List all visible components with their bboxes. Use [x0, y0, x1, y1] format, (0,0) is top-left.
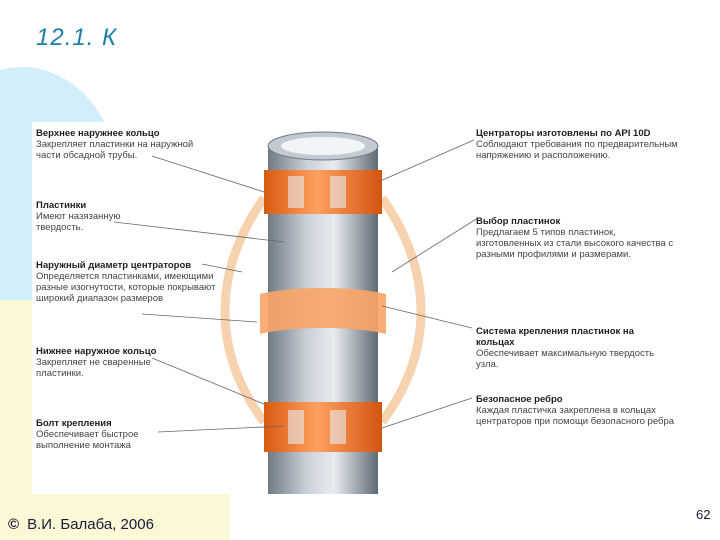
- callout-plates: [36, 200, 156, 233]
- callout-body: Соблюдают требования по предварительным напряжению и расположению.: [476, 139, 678, 161]
- callout-title: Верхнее наружнее кольцо: [36, 128, 160, 139]
- callout-upper-ring: [36, 128, 196, 161]
- page-number: 62: [696, 507, 711, 522]
- callout-plate-choice: [476, 216, 681, 260]
- footer-author: [8, 516, 154, 533]
- callout-safety-rib: [476, 394, 681, 427]
- callout-title: Нижнее наружное кольцо: [36, 346, 157, 357]
- callout-body: Определяется пластинками, имеющими разные изогнутости, которые покрывают широкий диапазон размеров: [36, 271, 216, 304]
- callout-body: Имеют назязанную твердость.: [36, 211, 121, 233]
- callout-body: Обеспечивает быстрое выполнение монтажа: [36, 429, 139, 451]
- callout-fastening-system: [476, 326, 671, 370]
- callout-title: Болт крепления: [36, 418, 112, 429]
- callout-bolt: [36, 418, 186, 451]
- callout-outer-diameter: [36, 260, 216, 304]
- callout-title: Наружный диаметр центраторов: [36, 260, 192, 271]
- copyright-icon: ©: [8, 516, 20, 533]
- callout-title: Выбор пластинок: [476, 216, 561, 227]
- callout-title: Пластинки: [36, 200, 87, 211]
- callout-body: Предлагаем 5 типов пластинок, изготовленных из стали высокого качества с разными профилями и размерами.: [476, 227, 674, 260]
- callout-body: Закрепляет пластинки на наружной части обсадной трубы.: [36, 139, 194, 161]
- callout-body: Обеспечивает максимальную твердость узла.: [476, 348, 655, 370]
- callout-title: Система крепления пластинок на кольцах: [476, 326, 634, 348]
- centralizer-figure: [32, 122, 684, 494]
- callout-title: Безопасное ребро: [476, 394, 563, 405]
- callout-body: Закрепляет не сваренные пластинки.: [36, 357, 151, 379]
- author-text: В.И. Балаба, 2006: [27, 516, 154, 533]
- slide-title: 12.1. К: [36, 24, 118, 51]
- callout-body: Каждая пластичка закреплена в кольцах центраторов при помощи безопасного ребра: [476, 405, 675, 427]
- callout-lower-ring: [36, 346, 186, 379]
- callout-title: Центраторы изготовлены по API 10D: [476, 128, 651, 139]
- callout-api-10d: [476, 128, 681, 161]
